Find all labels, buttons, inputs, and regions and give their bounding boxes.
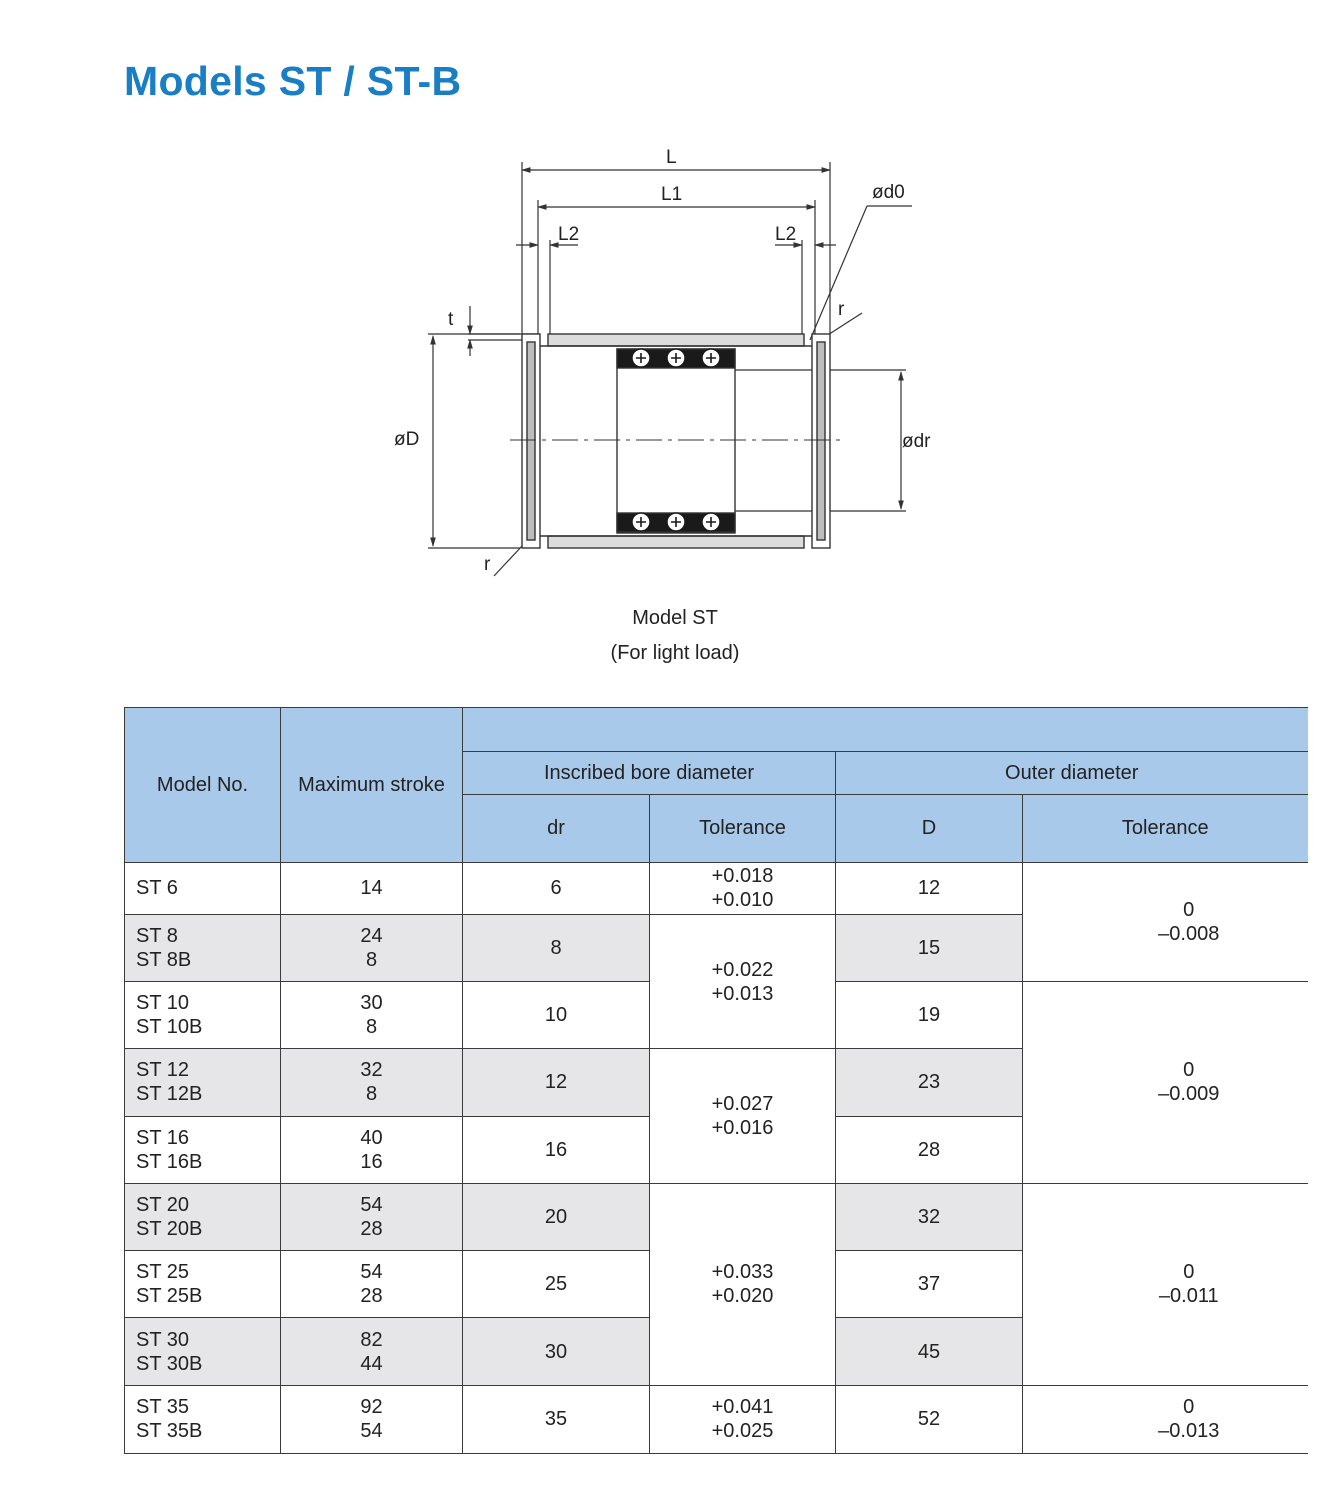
bore-tolerance-cell: +0.033 +0.020 (650, 1183, 836, 1385)
table-row (125, 1183, 1308, 1250)
stroke-cell: 54 28 (281, 1183, 463, 1250)
header-outer-tolerance: Tolerance (1023, 795, 1308, 862)
dr-cell: 25 (463, 1251, 650, 1318)
model-cell: ST 6 (125, 862, 281, 914)
stroke-cell: 32 8 (281, 1049, 463, 1116)
outer-diameter-cell: 23 (836, 1049, 1023, 1116)
dim-dr-label: ødr (902, 431, 931, 452)
stroke-cell: 54 28 (281, 1251, 463, 1318)
outer-diameter-cell: 28 (836, 1116, 1023, 1183)
stroke-cell: 40 16 (281, 1116, 463, 1183)
outer-diameter-cell: 12 (836, 862, 1023, 914)
dim-L2-left-label: L2 (558, 224, 580, 245)
dr-cell: 8 (463, 914, 650, 981)
table-row (125, 1385, 1308, 1453)
dim-L-label: L (666, 147, 677, 168)
dim-D-label: øD (394, 429, 420, 450)
outer-diameter-cell: 37 (836, 1251, 1023, 1318)
dim-r-bottom-label: r (484, 554, 491, 575)
header-outer-diameter: Outer diameter (836, 752, 1308, 795)
dim-L2-right-label: L2 (775, 224, 797, 245)
outer-tolerance-cell: 0 –0.011 (1023, 1183, 1308, 1385)
outer-diameter-cell: 15 (836, 914, 1023, 981)
dr-cell: 20 (463, 1183, 650, 1250)
outer-tolerance-cell: 0 –0.008 (1023, 862, 1308, 981)
outer-diameter-cell: 45 (836, 1318, 1023, 1385)
dr-cell: 30 (463, 1318, 650, 1385)
outer-tolerance-cell: 0 –0.009 (1023, 982, 1308, 1184)
spec-table (124, 707, 1308, 1454)
drawing-caption-title: Model ST (632, 607, 718, 629)
model-cell: ST 20 ST 20B (125, 1183, 281, 1250)
header-bore-tolerance: Tolerance (650, 795, 836, 862)
stroke-cell: 14 (281, 862, 463, 914)
stroke-cell: 82 44 (281, 1318, 463, 1385)
model-cell: ST 35 ST 35B (125, 1385, 281, 1453)
stroke-cell: 30 8 (281, 982, 463, 1049)
drawing-caption-subtitle: (For light load) (610, 642, 740, 664)
page-title: Models ST / ST-B (124, 58, 462, 104)
outer-tolerance-cell: 0 –0.013 (1023, 1385, 1308, 1453)
dr-cell: 10 (463, 982, 650, 1049)
dim-L1-label: L1 (661, 184, 683, 205)
bore-tolerance-cell: +0.027 +0.016 (650, 1049, 836, 1184)
header-top-band (463, 708, 1308, 752)
dr-cell: 12 (463, 1049, 650, 1116)
dim-t-label: t (448, 309, 454, 330)
header-D: D (836, 795, 1023, 862)
bore-tolerance-cell: +0.022 +0.013 (650, 914, 836, 1049)
bore-tolerance-cell: +0.018 +0.010 (650, 862, 836, 914)
model-cell: ST 12 ST 12B (125, 1049, 281, 1116)
table-row (125, 862, 1308, 914)
stroke-cell: 24 8 (281, 914, 463, 981)
outer-diameter-cell: 52 (836, 1385, 1023, 1453)
model-cell: ST 10 ST 10B (125, 982, 281, 1049)
bore-tolerance-cell: +0.041 +0.025 (650, 1385, 836, 1453)
dim-d0-label: ød0 (872, 182, 905, 203)
stroke-cell: 92 54 (281, 1385, 463, 1453)
dr-cell: 16 (463, 1116, 650, 1183)
model-cell: ST 30 ST 30B (125, 1318, 281, 1385)
model-cell: ST 16 ST 16B (125, 1116, 281, 1183)
outer-diameter-cell: 32 (836, 1183, 1023, 1250)
outer-diameter-cell: 19 (836, 982, 1023, 1049)
model-cell: ST 25 ST 25B (125, 1251, 281, 1318)
model-cell: ST 8 ST 8B (125, 914, 281, 981)
header-dr: dr (463, 795, 650, 862)
dr-cell: 35 (463, 1385, 650, 1453)
dr-cell: 6 (463, 862, 650, 914)
header-max-stroke: Maximum stroke (281, 708, 463, 863)
dim-r-top-label: r (838, 299, 845, 320)
header-inscribed-bore: Inscribed bore diameter (463, 752, 836, 795)
bearing-drawing (380, 138, 960, 588)
header-model-no: Model No. (125, 708, 281, 863)
